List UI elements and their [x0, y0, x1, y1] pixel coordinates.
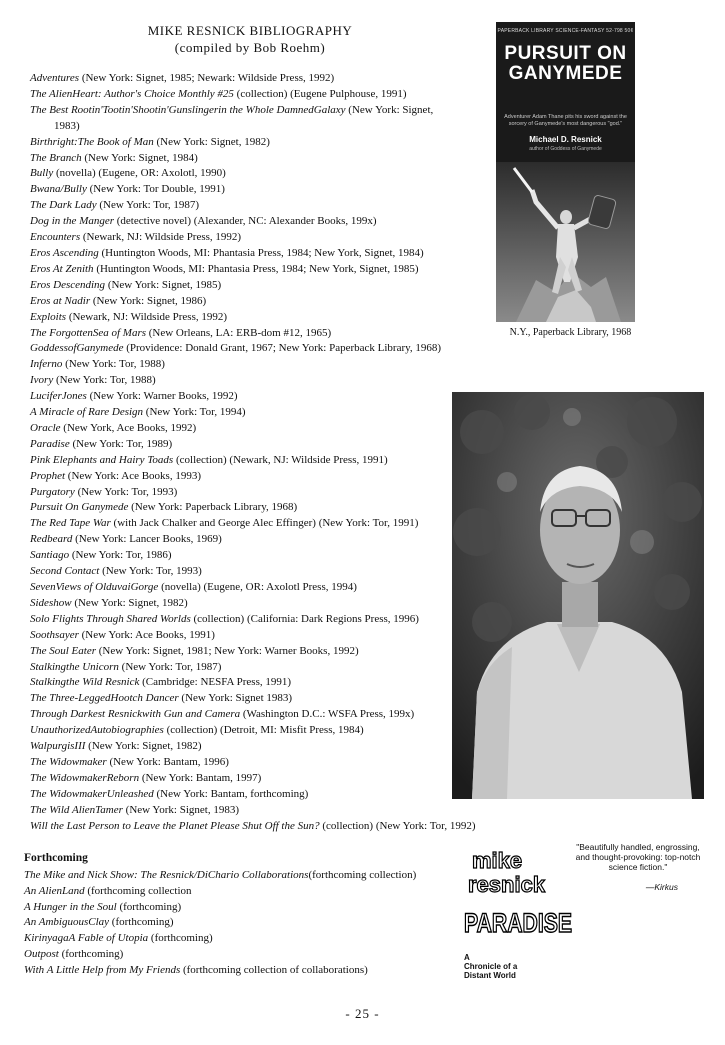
entry-title: The Red Tape War [30, 517, 111, 530]
entry-title: Encounters [30, 231, 81, 244]
bibliography-entry [30, 357, 470, 373]
entry-title: Stalkingthe Wild Resnick [30, 676, 140, 689]
entry-details: (New York: Signet, 1981; New York: Warner Books, 1992) [96, 644, 359, 657]
entry-title: Redbeard [30, 533, 73, 546]
entry-title: The Three-LeggedHootch Dancer [30, 692, 179, 705]
entry-title: Birthright:The Book of Man [30, 135, 154, 148]
entry-details: (New York: Tor Double, 1991) [86, 183, 225, 196]
bibliography-entry [30, 71, 470, 87]
bibliography-entry [30, 771, 470, 787]
cover-author-sub: author of Goddess of Ganymede [529, 146, 602, 152]
bibliography-entry [30, 580, 470, 596]
bibliography-entry [30, 166, 470, 182]
entry-details: (New York: Signet, 1986) [90, 294, 207, 307]
entry-details: (New York: Tor, 1987) [96, 199, 200, 212]
bibliography-entry [30, 516, 470, 532]
logo-author-last: resnick [468, 872, 546, 897]
book-cover-image [496, 22, 635, 322]
entry-title: Dog in the Manger [30, 215, 115, 228]
cover-tagline: Adventurer Adam Thane pits his sword against the sorcery of Ganymede's most dangerous "god." [504, 114, 627, 127]
entry-details: (Cambridge: NESFA Press, 1991) [139, 676, 292, 689]
bibliography-entry-continuation [30, 119, 470, 135]
entry-details: (New York: Signet, 1982) [71, 596, 188, 609]
ad-subtitle [464, 953, 517, 980]
entry-title: The Wild AlienTamer [30, 803, 123, 816]
entry-title: Purgatory [30, 485, 75, 498]
bibliography-entry [30, 246, 470, 262]
entry-title: SevenViews of OlduvaiGorge [30, 581, 159, 593]
bibliography-entry [30, 294, 470, 310]
bibliography-entry [30, 485, 470, 501]
entry-title: Adventures [30, 72, 80, 84]
ad-subtitle-line: Distant World [464, 971, 516, 980]
entry-details: (New York: Tor, 1993) [99, 565, 202, 578]
entry-details: (New York: Bantam, forthcoming) [153, 787, 309, 800]
entry-details: (forthcoming collection of collaborations) [180, 963, 368, 976]
entry-details: (collection) (Detroit, MI: Misfit Press, 1984) [163, 724, 364, 737]
entry-details: (novella) (Eugene, OR: Axolotl Press, 1994) [158, 581, 357, 593]
forthcoming-entry [24, 963, 416, 979]
entry-title: LuciferJones [30, 390, 87, 403]
bibliography-entry [30, 326, 470, 342]
bibliography-entry [30, 723, 470, 739]
entry-details-continued: 1983) [54, 119, 80, 132]
bibliography-entry [30, 437, 470, 453]
entry-details: (New York: Paperback Library, 1968) [128, 501, 298, 514]
entry-details: (New York: Lancer Books, 1969) [72, 533, 222, 546]
bibliography-entry [30, 660, 470, 676]
entry-title: UnauthorizedAutobiographies [30, 724, 164, 737]
entry-title: GoddessofGanymede [30, 342, 124, 355]
entry-details: (New York: Tor, 1989) [69, 437, 173, 450]
entry-title: The WidowmakerReborn [30, 771, 140, 784]
entry-title: Bully [30, 167, 54, 180]
entry-title: Sideshow [30, 596, 72, 609]
entry-details: (New York: Signet, 1985; Newark: Wildside Press, 1992) [79, 72, 335, 84]
entry-title: Ivory [30, 374, 54, 387]
logo-title: PARADISE [464, 908, 572, 938]
author-photo [452, 392, 704, 799]
entry-title: Oracle [30, 421, 61, 434]
bibliography-entry [30, 341, 470, 357]
entry-title: The ForgottenSea of Mars [30, 326, 146, 339]
entry-title: Eros Ascending [30, 246, 99, 259]
entry-details: (New York: Signet, [345, 103, 434, 116]
entry-title: The Branch [30, 151, 82, 164]
cover-publisher-line: PAPERBACK LIBRARY SCIENCE-FANTASY 52-798 50¢ [497, 28, 634, 34]
entry-details: (New York: Tor, 1993) [74, 485, 178, 498]
bibliography-entry [30, 405, 470, 421]
entry-title: Eros Descending [30, 278, 106, 291]
bibliography-entry [30, 87, 470, 103]
entry-details: (New York: Tor, 1994) [143, 406, 246, 419]
entry-title: Outpost [24, 947, 59, 960]
bibliography-entry [30, 389, 470, 405]
entry-details: (Newark, NJ: Wildside Press, 1992) [66, 310, 228, 323]
forthcoming-entry [24, 947, 416, 963]
entry-details: (collection) (Newark, NJ: Wildside Press, 1991) [173, 453, 388, 466]
bibliography-entry [30, 675, 470, 691]
entry-details: (New York: Bantam, 1996) [106, 755, 229, 768]
entry-title: Soothsayer [30, 628, 79, 641]
entry-title: Inferno [30, 358, 63, 371]
entry-details: (New York: Signet 1983) [178, 692, 293, 705]
entry-details: (forthcoming) [109, 916, 174, 929]
entry-title: Bwana/Bully [30, 183, 87, 196]
entry-details: (collection) (Eugene Pulphouse, 1991) [233, 87, 407, 100]
forthcoming-entry [24, 900, 416, 916]
entry-details: (New York: Signet, 1983) [122, 803, 240, 816]
paradise-advertisement [460, 840, 710, 980]
bibliography-entry [30, 469, 470, 485]
bibliography-entry [30, 310, 470, 326]
entry-details: (New York: Tor, 1988) [53, 374, 156, 387]
bibliography-entry [30, 803, 470, 819]
entry-details: (detective novel) (Alexander, NC: Alexander Books, 199x) [114, 215, 377, 228]
entry-details: (novella) (Eugene, OR: Axolotl, 1990) [53, 167, 226, 180]
entry-title: Second Contact [30, 565, 100, 578]
title-line: MIKE RESNICK BIBLIOGRAPHY [147, 23, 353, 38]
entry-details: (New Orleans, LA: ERB-dom #12, 1965) [146, 326, 332, 339]
cover-title-line: PURSUIT ON [504, 43, 627, 64]
entry-details: (New York: Tor, 1987) [118, 660, 222, 673]
bibliography-entry [30, 135, 470, 151]
bibliography-entry [30, 596, 470, 612]
page-number: - 25 - [345, 1006, 380, 1021]
forthcoming-heading: Forthcoming [24, 852, 88, 864]
entry-title: Through Darkest Resnickwith Gun and Camera [30, 708, 241, 721]
entry-title: Pursuit On Ganymede [30, 501, 129, 514]
bibliography-entry [30, 548, 470, 564]
bibliography-entry [30, 532, 470, 548]
entry-title: Santiago [30, 549, 70, 562]
entry-details: (New York: Tor, 1986) [69, 549, 172, 562]
entry-details: (Huntington Woods, MI: Phantasia Press, 1984; New York, Signet, 1985) [93, 262, 419, 275]
entry-details: (Huntington Woods, MI: Phantasia Press, 1984; New York, Signet, 1984) [98, 246, 424, 259]
entry-title: A Hunger in the Soul [24, 900, 117, 913]
entry-details: (New York: Tor, 1988) [62, 358, 165, 371]
ad-attribution: —Kirkus [645, 882, 678, 892]
entry-title: Stalkingthe Unicorn [30, 660, 119, 673]
bibliography-entry [30, 421, 470, 437]
entry-title: The Soul Eater [30, 644, 96, 657]
bibliography-entry [30, 612, 470, 628]
entry-title: A Miracle of Rare Design [30, 406, 144, 419]
bibliography-entry [30, 755, 470, 771]
entry-title: Solo Flights Through Shared Worlds [30, 612, 191, 625]
forthcoming-entry [24, 884, 416, 900]
entry-details: (New York: Ace Books, 1991) [78, 628, 215, 641]
entry-title: Pink Elephants and Hairy Toads [30, 453, 174, 466]
bibliography-entry [30, 151, 470, 167]
entry-details: (New York: Bantam, 1997) [139, 771, 262, 784]
forthcoming-list [24, 868, 416, 979]
entry-details: (New York, Ace Books, 1992) [60, 421, 197, 434]
subtitle-line: (compiled by Bob Roehm) [174, 40, 326, 55]
bibliography-entry [30, 707, 470, 723]
entry-details: (Providence: Donald Grant, 1967; New York: Paperback Library, 1968) [123, 342, 442, 355]
bibliography-entry [30, 787, 470, 803]
entry-title: The Widowmaker [30, 755, 107, 768]
bibliography-entry [30, 373, 470, 389]
entry-details: (with Jack Chalker and George Alec Effinger) (New York: Tor, 1991) [110, 517, 419, 530]
entry-title: The WidowmakerUnleashed [30, 787, 154, 800]
bibliography-entry [30, 739, 470, 755]
entry-details: (forthcoming collection) [308, 869, 417, 881]
entry-details: (New York: Ace Books, 1993) [65, 469, 202, 482]
entry-details: (New York: Warner Books, 1992) [86, 390, 238, 403]
bibliography-entry [30, 819, 510, 835]
entry-details: (forthcoming collection [84, 884, 192, 897]
forthcoming-entry [24, 931, 416, 947]
bibliography-entry [30, 182, 470, 198]
entry-title: Eros at Nadir [30, 294, 91, 307]
paradise-logo [464, 844, 574, 952]
cover-title [504, 44, 627, 84]
entry-details: (New York: Signet, 1982) [85, 740, 202, 753]
cover-warrior-art [496, 162, 635, 322]
bibliography-entry [30, 198, 470, 214]
entry-title: Prophet [30, 469, 66, 482]
ad-subtitle-line: A [464, 953, 470, 962]
bibliography-title [100, 22, 400, 56]
entry-title: The Best Rootin'Tootin'Shootin'Gunslingerin the Whole DamnedGalaxy [30, 103, 346, 116]
entry-details: (New York: Signet, 1985) [105, 278, 222, 291]
bibliography-entry [30, 500, 470, 516]
cover-title-line: GANYMEDE [508, 63, 623, 84]
bibliography-entry [30, 278, 470, 294]
bibliography-entry [30, 453, 470, 469]
entry-details: (collection) (New York: Tor, 1992) [319, 819, 476, 832]
entry-details: (forthcoming) [116, 900, 182, 913]
bibliography-entry [30, 644, 470, 660]
cover-author: Michael D. Resnick [529, 135, 602, 144]
entry-details: (Washington D.C.: WSFA Press, 199x) [240, 708, 415, 721]
entry-details: (forthcoming) [148, 932, 213, 945]
entry-title: An AlienLand [24, 884, 85, 897]
bibliography-entry [30, 628, 470, 644]
forthcoming-entry [24, 868, 416, 884]
entry-details: (forthcoming) [58, 947, 124, 960]
bibliography-entry [30, 262, 470, 278]
bibliography-entry [30, 691, 470, 707]
entry-title: Exploits [30, 310, 67, 323]
entry-title: With A Little Help from My Friends [24, 963, 181, 976]
entry-title: KirinyagaA Fable of Utopia [24, 932, 149, 945]
bibliography-entry [30, 230, 470, 246]
entry-title: The AlienHeart: Author's Choice Monthly #25 [30, 87, 234, 100]
entry-details: (New York: Signet, 1982) [153, 135, 270, 148]
entry-title: Will the Last Person to Leave the Planet Please Shut Off the Sun? [30, 819, 320, 832]
entry-details: (Newark, NJ: Wildside Press, 1992) [80, 231, 242, 244]
entry-title: The Dark Lady [30, 199, 97, 212]
author-photo-image [452, 392, 704, 799]
entry-title: WalpurgisIII [30, 740, 86, 753]
bibliography-entry [30, 214, 470, 230]
bibliography-entry [30, 564, 470, 580]
entry-details: (collection) (California: Dark Regions Press, 1996) [190, 612, 419, 625]
cover-caption: N.Y., Paperback Library, 1968 [509, 327, 632, 338]
entry-details: (New York: Signet, 1984) [81, 151, 198, 164]
entry-title: An AmbiguousClay [24, 916, 110, 929]
forthcoming-entry [24, 915, 416, 931]
bibliography-entry [30, 103, 470, 119]
entry-title: Eros At Zenith [30, 262, 94, 275]
bibliography-list [30, 71, 476, 835]
entry-title: Paradise [30, 437, 70, 450]
ad-quote: "Beautifully handled, engrossing, and thought-provoking: top-notch science fiction." [575, 842, 701, 872]
entry-title: The Mike and Nick Show: The Resnick/DiChario Collaborations [24, 869, 309, 881]
ad-subtitle-line: Chronicle of a [464, 962, 518, 971]
logo-author-first: mike [472, 848, 523, 873]
